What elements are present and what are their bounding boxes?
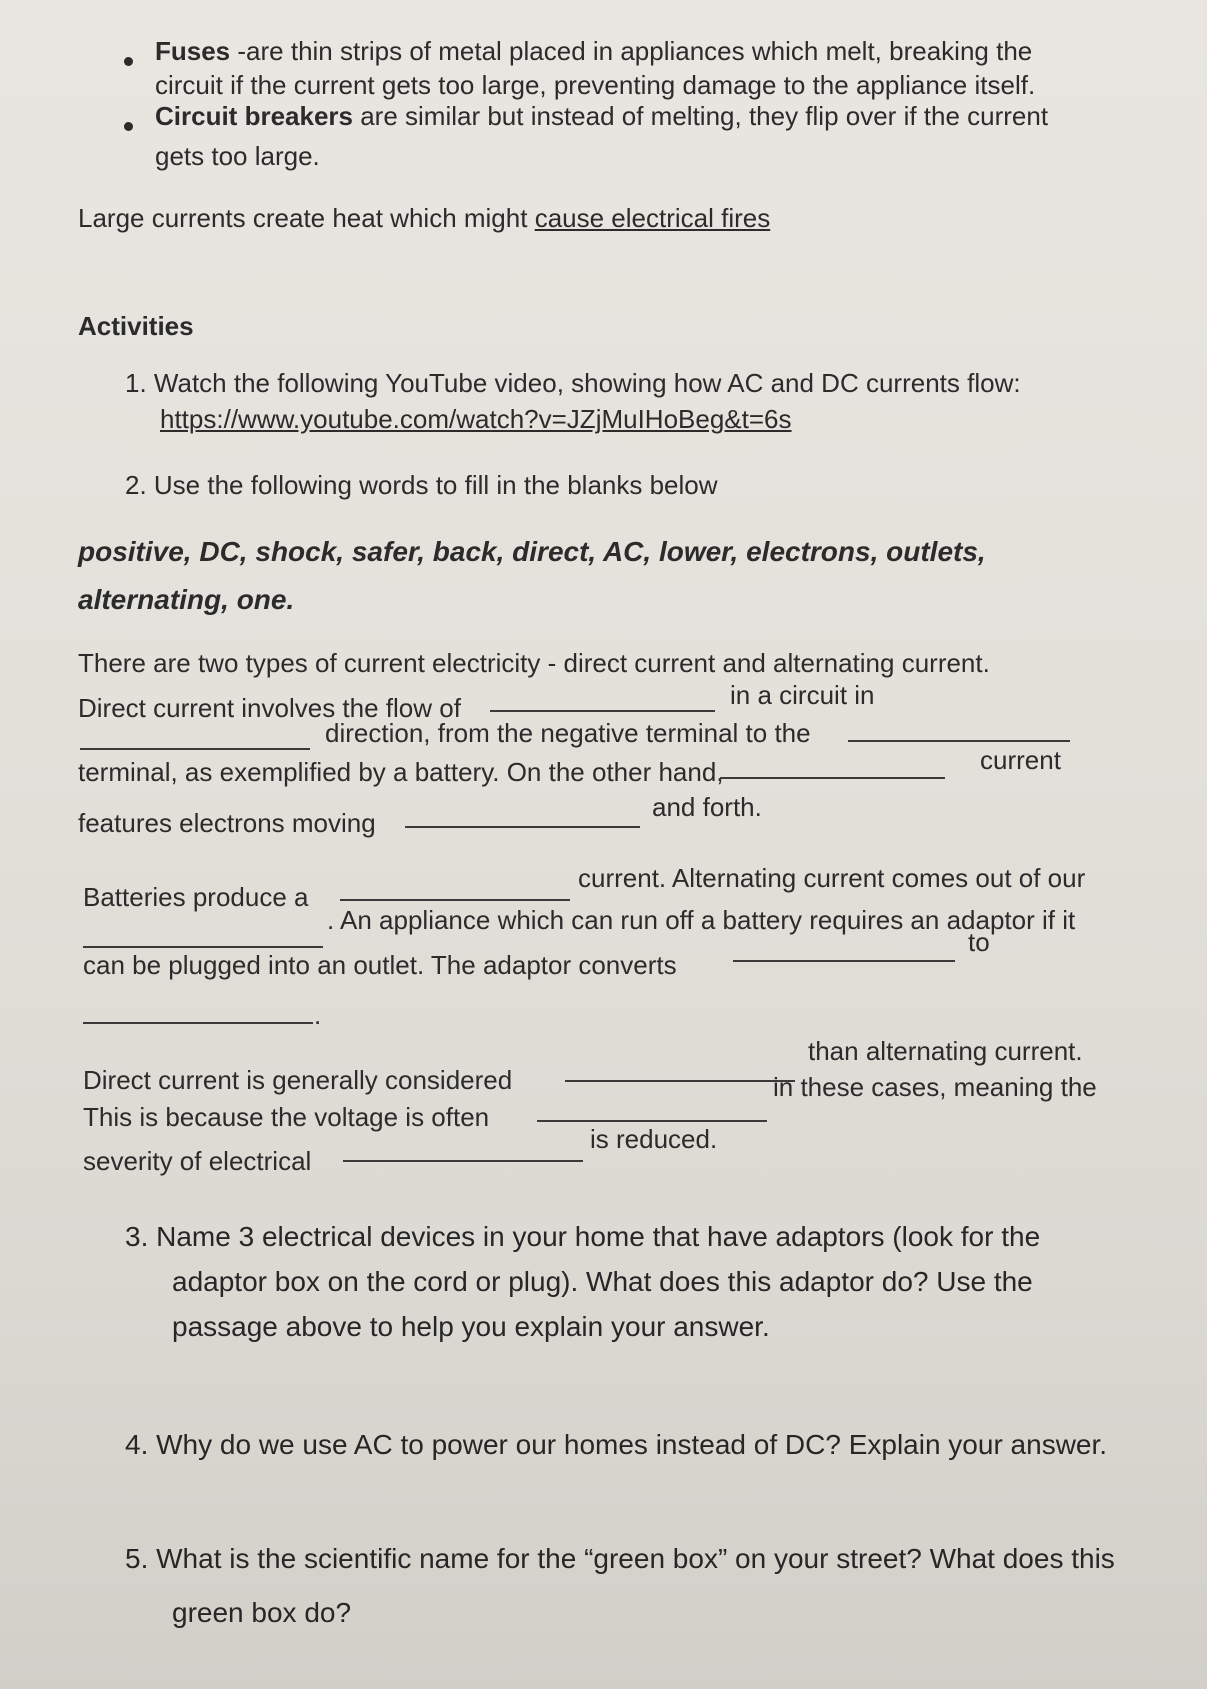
blank-one[interactable]	[80, 748, 310, 750]
word-bank-line1: positive, DC, shock, safer, back, direct, AC, lower, electrons, outlets,	[78, 536, 986, 567]
large-currents-line: Large currents create heat which might cause electrical fires	[78, 203, 771, 233]
bullet-breakers-line2: gets too large.	[155, 141, 320, 171]
bullet-fuses-line1: Fuses -are thin strips of metal placed in appliances which melt, breaking the	[155, 36, 1033, 66]
question-3-line1: 3. Name 3 electrical devices in your home that have adaptors (look for the	[125, 1221, 1041, 1252]
bullet-dot	[124, 122, 133, 131]
para3-line3b: is reduced.	[590, 1124, 718, 1154]
para3-line2a: This is because the voltage is often	[83, 1102, 490, 1132]
para1-line2b: in a circuit in	[730, 680, 875, 710]
blank-safer[interactable]	[565, 1080, 795, 1082]
para1-line3a: direction, from the negative terminal to the	[325, 718, 811, 748]
activities-heading: Activities	[78, 311, 194, 341]
question-3-line2: adaptor box on the cord or plug). What does this adaptor do? Use the	[172, 1266, 1033, 1297]
para2-line2a: . An appliance which can run off a battery requires an adaptor if it	[327, 905, 1076, 935]
para1-line4b: current	[980, 745, 1061, 775]
question-1: 1. Watch the following YouTube video, showing how AC and DC currents flow:	[125, 368, 1021, 398]
bullet-dot	[124, 57, 133, 66]
question-5-line2: green box do?	[172, 1597, 352, 1628]
blank-back[interactable]	[405, 826, 640, 828]
para3-line1a: Direct current is generally considered	[83, 1065, 513, 1095]
term-circuit-breakers: Circuit breakers	[155, 101, 353, 131]
youtube-link[interactable]: https://www.youtube.com/watch?v=JZjMuIHoBeg&t=6s	[160, 404, 792, 434]
bullet-fuses-line2: circuit if the current gets too large, preventing damage to the appliance itself.	[155, 70, 1036, 100]
blank-ac[interactable]	[720, 777, 945, 779]
para3-line3a: severity of electrical	[83, 1146, 312, 1176]
blank-positive[interactable]	[848, 740, 1070, 742]
question-3-line3: passage above to help you explain your answer.	[172, 1311, 770, 1342]
question-5-line1: 5. What is the scientific name for the “green box” on your street? What does this	[125, 1543, 1115, 1574]
para1-line2a: Direct current involves the flow of	[78, 693, 461, 723]
para1-line4a: terminal, as exemplified by a battery. On the other hand,	[78, 757, 724, 787]
term-fuses: Fuses	[155, 36, 231, 66]
bullet-breakers-line1: Circuit breakers are similar but instead of melting, they flip over if the current	[155, 101, 1049, 131]
blank-outlets[interactable]	[83, 946, 323, 948]
blank-dc-to[interactable]	[83, 1022, 313, 1024]
para1-line5a: features electrons moving	[78, 808, 376, 838]
para2-line4a: .	[314, 1000, 322, 1030]
blank-lower[interactable]	[537, 1120, 767, 1122]
para2-line3b: to	[968, 927, 990, 957]
para3-line2b: in these cases, meaning the	[773, 1072, 1097, 1102]
blank-ac-to[interactable]	[733, 960, 955, 962]
blank-dc[interactable]	[340, 899, 570, 901]
question-2: 2. Use the following words to fill in the blanks below	[125, 470, 718, 500]
para2-line1b: current. Alternating current comes out of our	[578, 863, 1086, 893]
para3-line1b: than alternating current.	[808, 1036, 1083, 1066]
para1-line1: There are two types of current electricity - direct current and alternating current.	[78, 648, 990, 678]
para2-line3a: can be plugged into an outlet. The adaptor converts	[83, 950, 677, 980]
blank-electrons[interactable]	[490, 710, 715, 712]
word-bank-line2: alternating, one.	[78, 584, 295, 615]
underlined-phrase: cause electrical fires	[534, 203, 771, 233]
blank-shock[interactable]	[343, 1160, 583, 1162]
question-4: 4. Why do we use AC to power our homes instead of DC? Explain your answer.	[125, 1429, 1108, 1460]
para1-line5b: and forth.	[652, 792, 762, 822]
para2-line1a: Batteries produce a	[83, 882, 309, 912]
